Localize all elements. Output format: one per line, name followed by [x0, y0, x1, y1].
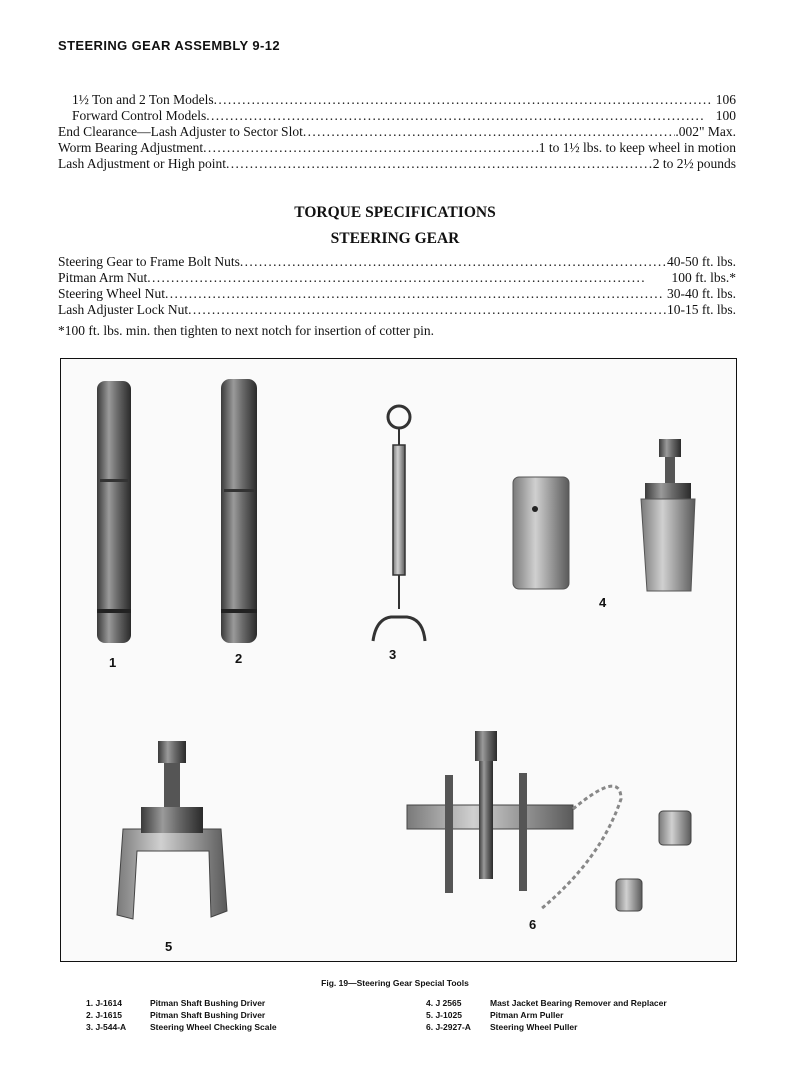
torque-title: TORQUE SPECIFICATIONS: [294, 204, 496, 221]
page-header: STEERING GEAR ASSEMBLY 9-12: [58, 38, 280, 53]
torque-row: Steering Wheel Nut . . . 30-40 ft. lbs.: [58, 286, 736, 302]
tool-2-image: [221, 379, 257, 643]
tool-6-image: [407, 731, 691, 911]
tool-4-image: [513, 439, 695, 591]
legend-item: 4. J 2565 Mast Jacket Bearing Remover and Replacer: [426, 998, 667, 1008]
tool-label-3: 3: [389, 647, 397, 662]
tool-label-4: 4: [599, 595, 607, 610]
legend-left: [86, 997, 277, 1033]
spec-row: End Clearance—Lash Adjuster to Sector Slot . . . .002" Max.: [58, 124, 736, 140]
tool-label-6: 6: [529, 917, 537, 932]
tools-figure: [60, 358, 737, 962]
spec-row: 1½ Ton and 2 Ton Models . . . 106: [58, 92, 736, 108]
legend-item: 5. J-1025 Pitman Arm Puller: [426, 1010, 564, 1020]
spec-row: Worm Bearing Adjustment . . . 1 to 1½ lbs. to keep wheel in motion: [58, 140, 736, 156]
tool-3-image: [373, 406, 425, 641]
legend-item: 1. J-1614 Pitman Shaft Bushing Driver: [86, 998, 266, 1008]
torque-spec-list: [58, 254, 736, 318]
tool-5-image: [117, 741, 227, 919]
spec-row: Forward Control Models . . . 100: [58, 108, 736, 124]
tool-1-image: [97, 381, 131, 643]
legend-item: 2. J-1615 Pitman Shaft Bushing Driver: [86, 1010, 266, 1020]
torque-row: Steering Gear to Frame Bolt Nuts . . . 40-50 ft. lbs.: [58, 254, 736, 270]
tools-illustration: [61, 359, 738, 963]
torque-footnote: *100 ft. lbs. min. then tighten to next notch for insertion of cotter pin.: [58, 323, 435, 338]
legend-item: 3. J-544-A Steering Wheel Checking Scale: [86, 1022, 277, 1032]
legend-right: [426, 997, 667, 1033]
legend-item: 6. J-2927-A Steering Wheel Puller: [426, 1022, 578, 1032]
tool-label-1: 1: [109, 655, 117, 670]
tool-label-5: 5: [165, 939, 173, 954]
torque-subtitle: STEERING GEAR: [330, 230, 460, 247]
spec-row: Lash Adjustment or High point . . . 2 to 2½ pounds: [58, 156, 736, 172]
figure-caption: Fig. 19—Steering Gear Special Tools: [321, 978, 469, 988]
top-spec-list: [58, 92, 736, 172]
tool-label-2: 2: [235, 651, 243, 666]
torque-row: Pitman Arm Nut . . . 100 ft. lbs.*: [58, 270, 736, 286]
torque-row: Lash Adjuster Lock Nut . . . 10-15 ft. lbs.: [58, 302, 736, 318]
